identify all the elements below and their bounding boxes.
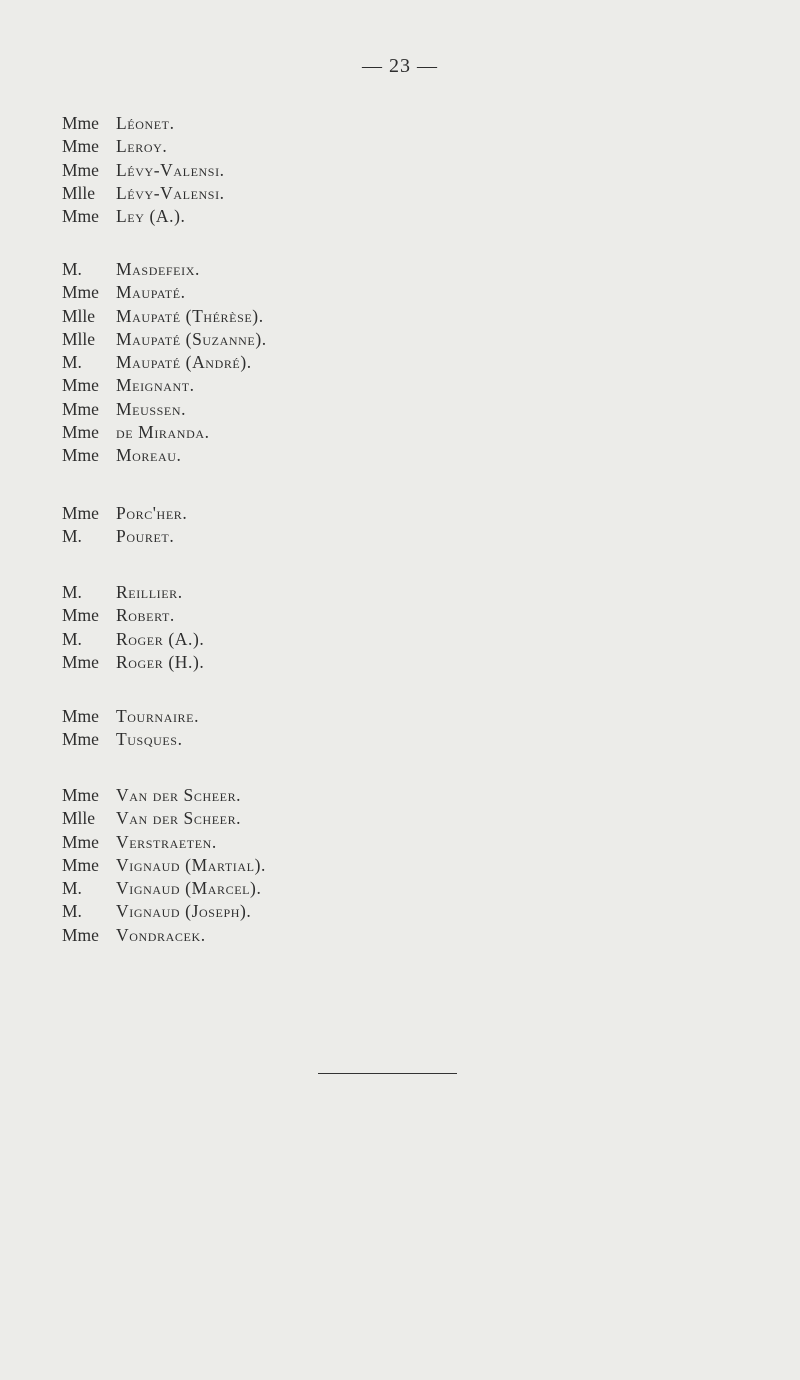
page-number: — 23 —	[362, 55, 438, 77]
entry-title: Mme	[62, 503, 99, 523]
entry-name: Porc'her.	[116, 503, 188, 523]
entry-title: Mme	[62, 605, 99, 626]
entry-title: M.	[62, 628, 82, 649]
entry-title: M.	[62, 526, 82, 547]
list-entry	[62, 581, 204, 604]
list-entry	[62, 182, 225, 205]
entry-name: Moreau.	[116, 445, 182, 466]
entry-name: Lévy-Valensi.	[116, 159, 225, 180]
entry-name: Leroy.	[116, 136, 168, 157]
list-entry	[62, 112, 225, 135]
entry-title: Mme	[62, 375, 99, 396]
entry-name: Van der Scheer.	[116, 785, 242, 805]
entry-name: Vignaud (Martial).	[116, 854, 267, 875]
list-entry	[62, 159, 225, 182]
list-entry	[62, 854, 266, 877]
entry-title: M.	[62, 878, 82, 899]
name-group	[62, 112, 225, 228]
list-entry	[62, 831, 266, 854]
entry-title: Mme	[62, 445, 99, 466]
entry-title: Mme	[62, 854, 99, 875]
entry-name: Tusques.	[116, 729, 183, 750]
entry-title: Mme	[62, 159, 99, 180]
entry-title: Mlle	[62, 305, 96, 326]
entry-name: Pouret.	[116, 526, 175, 547]
entry-name: Tournaire.	[116, 706, 200, 726]
list-entry	[62, 135, 225, 158]
entry-title: Mme	[62, 206, 99, 227]
name-group	[62, 705, 199, 752]
list-entry	[62, 281, 267, 304]
entry-title: Mme	[62, 924, 99, 945]
list-entry	[62, 351, 267, 374]
list-entry	[62, 705, 199, 728]
entry-title: Mlle	[62, 182, 96, 203]
entry-title: M.	[62, 901, 82, 922]
name-group	[62, 258, 267, 468]
list-entry	[62, 502, 187, 525]
list-entry	[62, 807, 266, 830]
entry-name: Masdefeix.	[116, 259, 200, 279]
entry-title: M.	[62, 259, 82, 279]
list-entry	[62, 444, 267, 467]
list-entry	[62, 374, 267, 397]
entry-title: Mme	[62, 422, 99, 443]
list-entry	[62, 877, 266, 900]
list-entry	[62, 205, 225, 228]
name-group	[62, 502, 187, 549]
list-entry	[62, 924, 266, 947]
entry-name: Lévy-Valensi.	[116, 182, 225, 203]
entry-name: Ley (A.).	[116, 206, 186, 227]
entry-title: Mme	[62, 136, 99, 157]
entry-title: M.	[62, 352, 82, 373]
entry-title: Mme	[62, 113, 99, 133]
entry-title: Mme	[62, 785, 99, 805]
name-group	[62, 581, 204, 674]
entry-name: Reillier.	[116, 582, 183, 602]
entry-name: Robert.	[116, 605, 175, 626]
entry-name: Meignant.	[116, 375, 195, 396]
entry-title: Mme	[62, 282, 99, 303]
entry-name: Van der Scheer.	[116, 808, 242, 829]
entry-title: M.	[62, 582, 82, 602]
entry-name: Maupaté (Thérèse).	[116, 305, 264, 326]
entry-title: Mme	[62, 651, 99, 672]
name-group	[62, 784, 266, 947]
list-entry	[62, 651, 204, 674]
entry-name: Verstraeten.	[116, 831, 217, 852]
entry-title: Mlle	[62, 328, 96, 349]
entry-name: de Miranda.	[116, 422, 210, 443]
entry-title: Mme	[62, 729, 99, 750]
list-entry	[62, 900, 266, 923]
entry-title: Mme	[62, 831, 99, 852]
entry-name: Roger (H.).	[116, 651, 205, 672]
entry-name: Vignaud (Marcel).	[116, 878, 262, 899]
list-entry	[62, 604, 204, 627]
list-entry	[62, 628, 204, 651]
list-entry	[62, 305, 267, 328]
list-entry	[62, 525, 187, 548]
entry-title: Mme	[62, 706, 99, 726]
entry-name: Roger (A.).	[116, 628, 205, 649]
entry-name: Maupaté.	[116, 282, 186, 303]
entry-title: Mme	[62, 398, 99, 419]
entry-name: Maupaté (Suzanne).	[116, 328, 267, 349]
list-entry	[62, 421, 267, 444]
list-entry	[62, 258, 267, 281]
list-entry	[62, 328, 267, 351]
entry-name: Meussen.	[116, 398, 187, 419]
closing-rule	[318, 1073, 457, 1074]
list-entry	[62, 784, 266, 807]
list-entry	[62, 728, 199, 751]
entry-name: Léonet.	[116, 113, 175, 133]
entry-title: Mlle	[62, 808, 96, 829]
entry-name: Maupaté (André).	[116, 352, 252, 373]
entry-name: Vignaud (Joseph).	[116, 901, 252, 922]
entry-name: Vondracek.	[116, 924, 206, 945]
list-entry	[62, 398, 267, 421]
